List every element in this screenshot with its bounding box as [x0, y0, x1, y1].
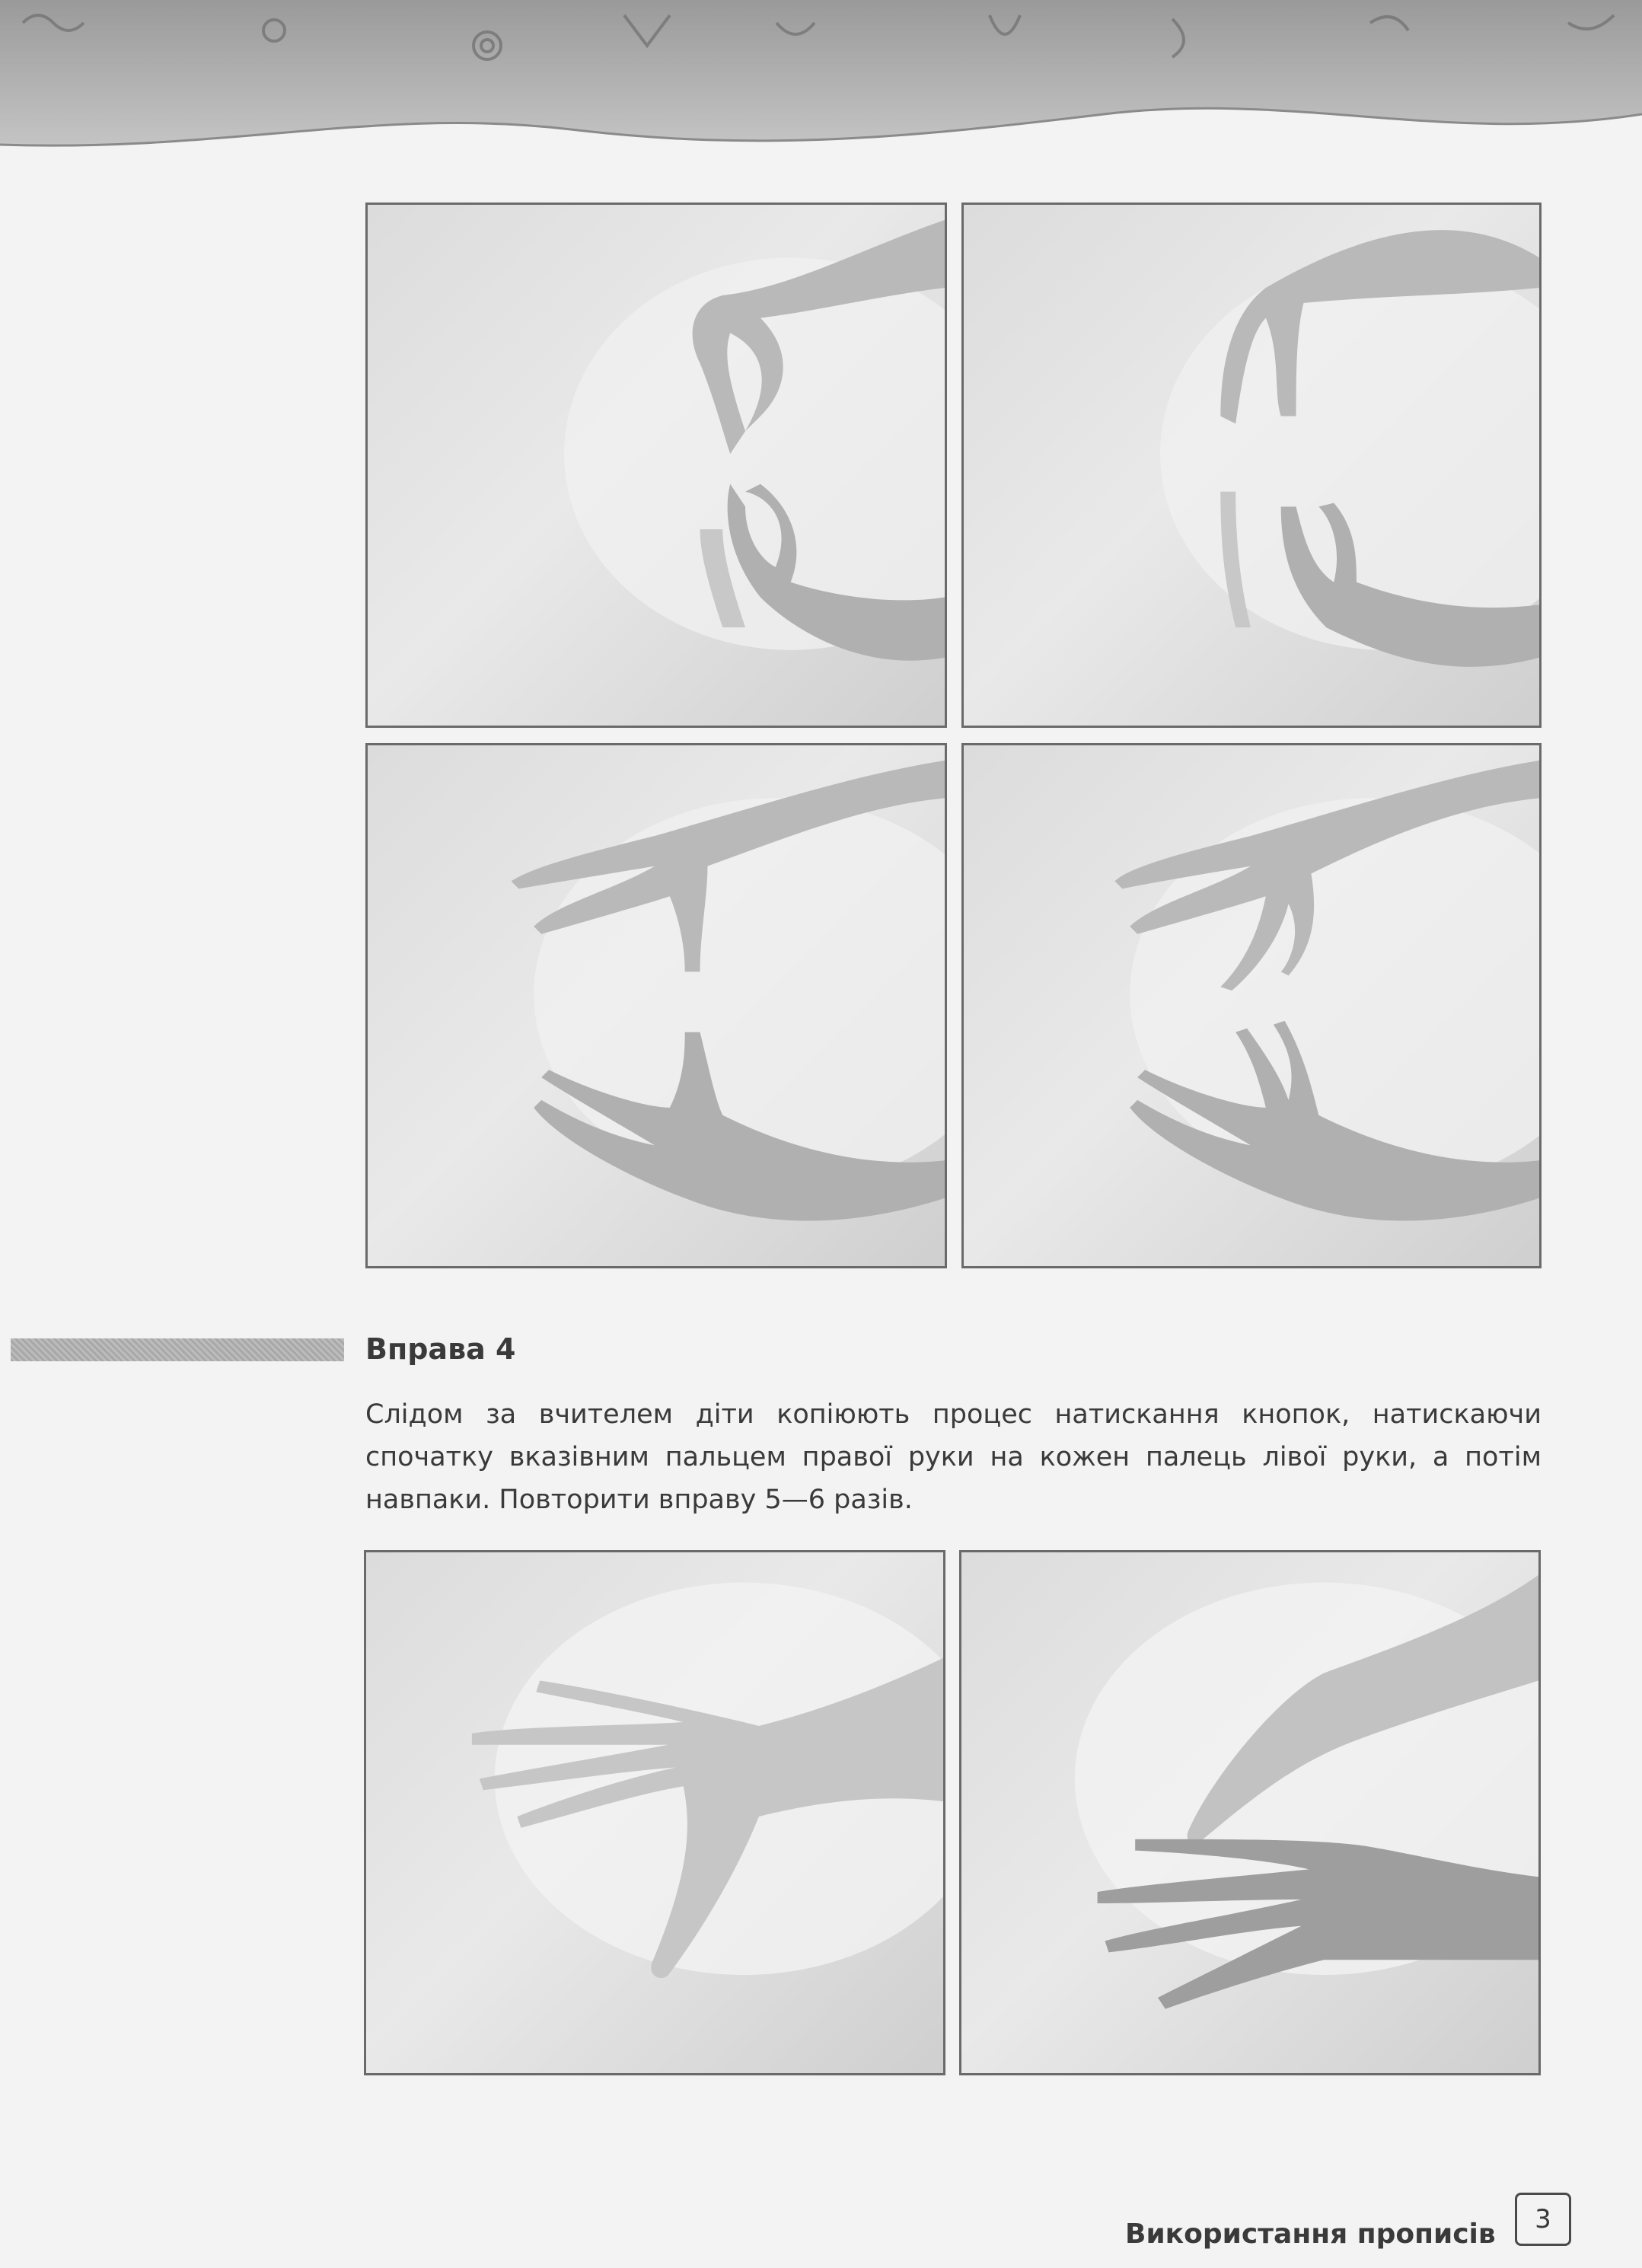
exercise-text-line: спочатку вказівним пальцем правої руки на кожен палець лівої руки, а потім [365, 1442, 1542, 1472]
exercise-text-line: навпаки. Повторити вправу 5—6 разів. [365, 1485, 913, 1515]
photo-open-palm-press [364, 1550, 945, 2075]
page-number-box [1515, 2193, 1571, 2246]
exercise-text-line: Слідом за вчителем діти копіюють процес натискання кнопок, натискаючи [365, 1399, 1542, 1430]
photo-fingertips-touching-2 [365, 743, 947, 1268]
header-decorative-band [0, 0, 1642, 164]
exercise-instructions [365, 1393, 1542, 1521]
section-marker-bar [11, 1338, 344, 1361]
photo-index-finger-press [959, 1550, 1541, 2075]
photo-fingertips-apart-2 [961, 743, 1542, 1268]
exercise-title: Вправа 4 [365, 1332, 516, 1366]
photo-fingertips-touching-1 [365, 203, 947, 728]
photo-fingertips-apart-1 [961, 203, 1542, 728]
page-number: 3 [1535, 2204, 1551, 2235]
footer-section-title: Використання прописів [1125, 2219, 1496, 2250]
